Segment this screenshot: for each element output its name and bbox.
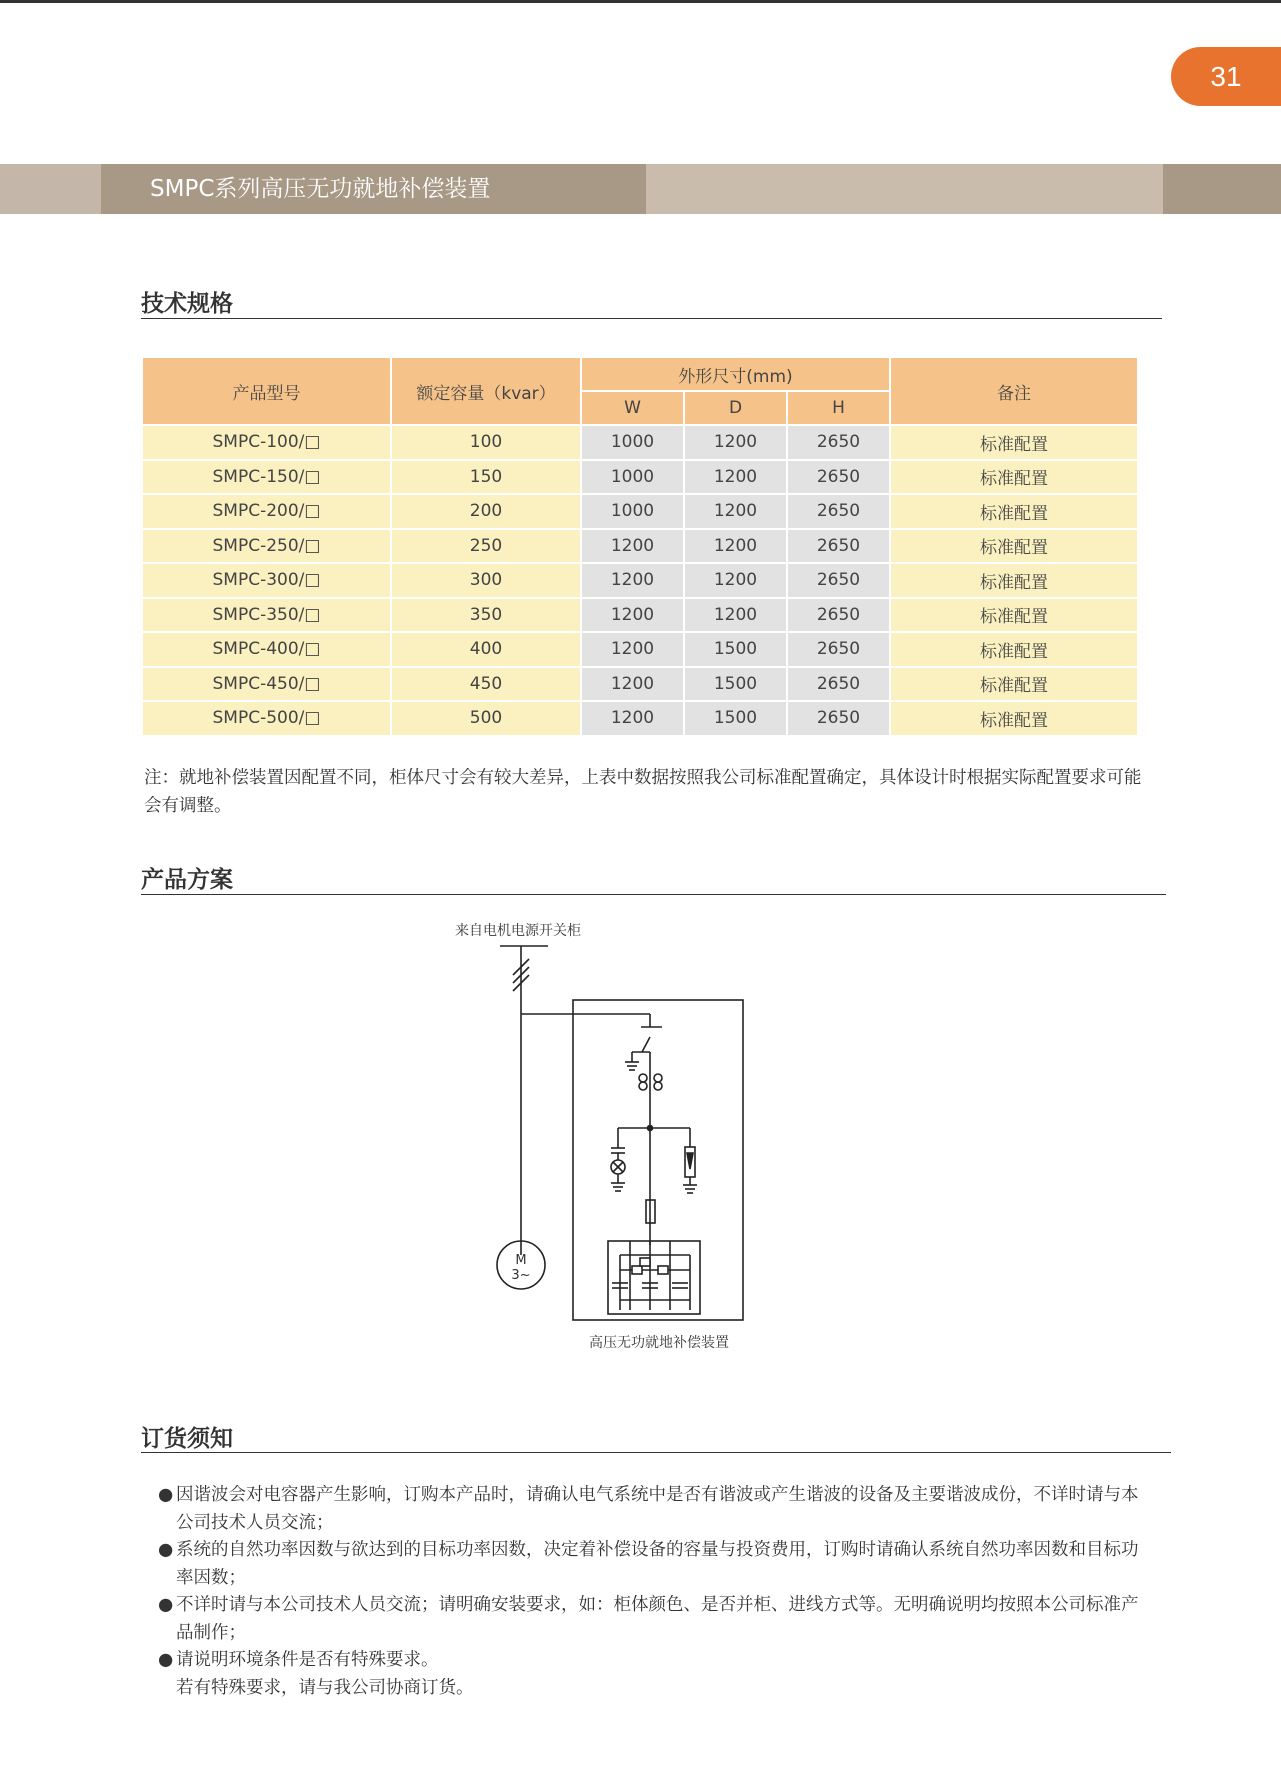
cell-model: SMPC-400/□ — [142, 632, 391, 667]
cell-w: 1000 — [581, 425, 684, 460]
motor-label-m: M — [515, 1253, 527, 1268]
cell-d: 1500 — [684, 701, 787, 736]
cell-h: 2650 — [787, 460, 890, 495]
discharge-indicator-branch — [611, 1128, 625, 1191]
feed-line — [521, 1014, 662, 1027]
cell-d: 1200 — [684, 425, 787, 460]
order-note-item — [158, 1537, 1148, 1592]
top-border-line — [0, 0, 1281, 3]
order-note-item — [158, 1647, 1148, 1675]
cell-remark: 标准配置 — [890, 563, 1138, 598]
cell-capacity: 500 — [391, 701, 581, 736]
diagram-source-label: 来自电机电源开关柜 — [455, 923, 581, 939]
table-row — [142, 667, 1138, 702]
spec-table-body — [142, 425, 1138, 736]
header-dimensions: 外形尺寸(mm) — [581, 357, 890, 391]
cell-capacity: 150 — [391, 460, 581, 495]
cell-model: SMPC-150/□ — [142, 460, 391, 495]
cell-w: 1200 — [581, 667, 684, 702]
cell-h: 2650 — [787, 701, 890, 736]
cell-capacity: 350 — [391, 598, 581, 633]
header-title: SMPC系列高压无功就地补偿装置 — [150, 176, 491, 202]
cell-model: SMPC-300/□ — [142, 563, 391, 598]
section-rule-spec — [141, 318, 1162, 319]
table-row — [142, 425, 1138, 460]
cell-h: 2650 — [787, 563, 890, 598]
header-remark: 备注 — [890, 357, 1138, 425]
section-title-order: 订货须知 — [141, 1426, 233, 1452]
section-rule-scheme — [141, 894, 1166, 895]
section-title-scheme: 产品方案 — [141, 867, 233, 893]
cell-h: 2650 — [787, 598, 890, 633]
cell-remark: 标准配置 — [890, 632, 1138, 667]
order-note-item — [158, 1592, 1148, 1647]
diagram-drawing — [440, 915, 770, 1355]
cell-remark: 标准配置 — [890, 701, 1138, 736]
section-title-spec: 技术规格 — [141, 291, 233, 317]
bullet: ● — [158, 1595, 174, 1615]
cell-h: 2650 — [787, 494, 890, 529]
bullet: ● — [158, 1485, 174, 1505]
bullet: ● — [158, 1540, 174, 1560]
cell-w: 1200 — [581, 598, 684, 633]
header-band-middle — [646, 164, 1163, 214]
table-row — [142, 563, 1138, 598]
surge-arrester-branch — [683, 1128, 697, 1193]
cell-model: SMPC-350/□ — [142, 598, 391, 633]
cell-d: 1200 — [684, 460, 787, 495]
cell-w: 1000 — [581, 494, 684, 529]
diagram-device-label: 高压无功就地补偿装置 — [589, 1335, 729, 1351]
table-row — [142, 494, 1138, 529]
table-row — [142, 460, 1138, 495]
cell-d: 1500 — [684, 632, 787, 667]
table-row — [142, 598, 1138, 633]
cell-remark: 标准配置 — [890, 529, 1138, 564]
branch-bus — [618, 1090, 690, 1245]
cell-d: 1200 — [684, 598, 787, 633]
table-row — [142, 701, 1138, 736]
single-line-diagram — [440, 915, 770, 1355]
cell-w: 1200 — [581, 632, 684, 667]
header-band-left — [0, 164, 101, 214]
table-row — [142, 529, 1138, 564]
cell-h: 2650 — [787, 667, 890, 702]
order-note-text: 系统的自然功率因数与欲达到的目标功率因数，决定着补偿设备的容量与投资费用，订购时请确认系统自然功率因数和目标功率因数； — [176, 1540, 1139, 1588]
section-rule-order — [141, 1452, 1171, 1453]
cell-d: 1200 — [684, 563, 787, 598]
cell-model: SMPC-250/□ — [142, 529, 391, 564]
page-number-badge: 31 — [1171, 47, 1281, 106]
cell-model: SMPC-450/□ — [142, 667, 391, 702]
cell-d: 1500 — [684, 667, 787, 702]
cell-model: SMPC-100/□ — [142, 425, 391, 460]
cell-w: 1200 — [581, 701, 684, 736]
cell-remark: 标准配置 — [890, 494, 1138, 529]
header-band-right — [1163, 164, 1281, 214]
order-note-text: 因谐波会对电容器产生影响，订购本产品时，请确认电气系统中是否有谐波或产生谐波的设备及主要谐波成份，不详时请与本公司技术人员交流； — [176, 1485, 1139, 1533]
busbar-incoming — [500, 946, 548, 1255]
order-note-extra: 若有特殊要求，请与我公司协商订货。 — [176, 1677, 474, 1698]
spec-table — [141, 356, 1139, 737]
cell-model: SMPC-500/□ — [142, 701, 391, 736]
cell-capacity: 250 — [391, 529, 581, 564]
cell-w: 1200 — [581, 563, 684, 598]
cell-capacity: 300 — [391, 563, 581, 598]
cell-capacity: 100 — [391, 425, 581, 460]
motor-label-phase: 3~ — [511, 1268, 531, 1283]
cell-capacity: 400 — [391, 632, 581, 667]
order-notes-list — [158, 1482, 1148, 1702]
cell-h: 2650 — [787, 425, 890, 460]
cell-d: 1200 — [684, 529, 787, 564]
order-note-item — [158, 1482, 1148, 1537]
cell-h: 2650 — [787, 529, 890, 564]
cell-w: 1200 — [581, 529, 684, 564]
cell-capacity: 200 — [391, 494, 581, 529]
cell-h: 2650 — [787, 632, 890, 667]
order-note-text: 不详时请与本公司技术人员交流；请明确安装要求，如：柜体颜色、是否并柜、进线方式等。无明确说明均按照本公司标准产品制作； — [176, 1595, 1139, 1643]
header-d: D — [684, 391, 787, 425]
table-row — [142, 632, 1138, 667]
header-capacity: 额定容量（kvar） — [391, 357, 581, 425]
header-h: H — [787, 391, 890, 425]
order-note-text: 请说明环境条件是否有特殊要求。 — [176, 1650, 439, 1670]
disconnect-switch — [625, 1037, 650, 1090]
bullet: ● — [158, 1650, 174, 1670]
cell-remark: 标准配置 — [890, 425, 1138, 460]
cell-remark: 标准配置 — [890, 667, 1138, 702]
header-w: W — [581, 391, 684, 425]
cell-w: 1000 — [581, 460, 684, 495]
capacitor-bank — [608, 1241, 700, 1314]
header-model: 产品型号 — [142, 357, 391, 425]
cell-model: SMPC-200/□ — [142, 494, 391, 529]
spec-note: 注：就地补偿装置因配置不同，柜体尺寸会有较大差异，上表中数据按照我公司标准配置确定，具体设计时根据实际配置要求可能会有调整。 — [144, 768, 1142, 816]
cell-remark: 标准配置 — [890, 460, 1138, 495]
cell-remark: 标准配置 — [890, 598, 1138, 633]
cell-capacity: 450 — [391, 667, 581, 702]
cell-d: 1200 — [684, 494, 787, 529]
